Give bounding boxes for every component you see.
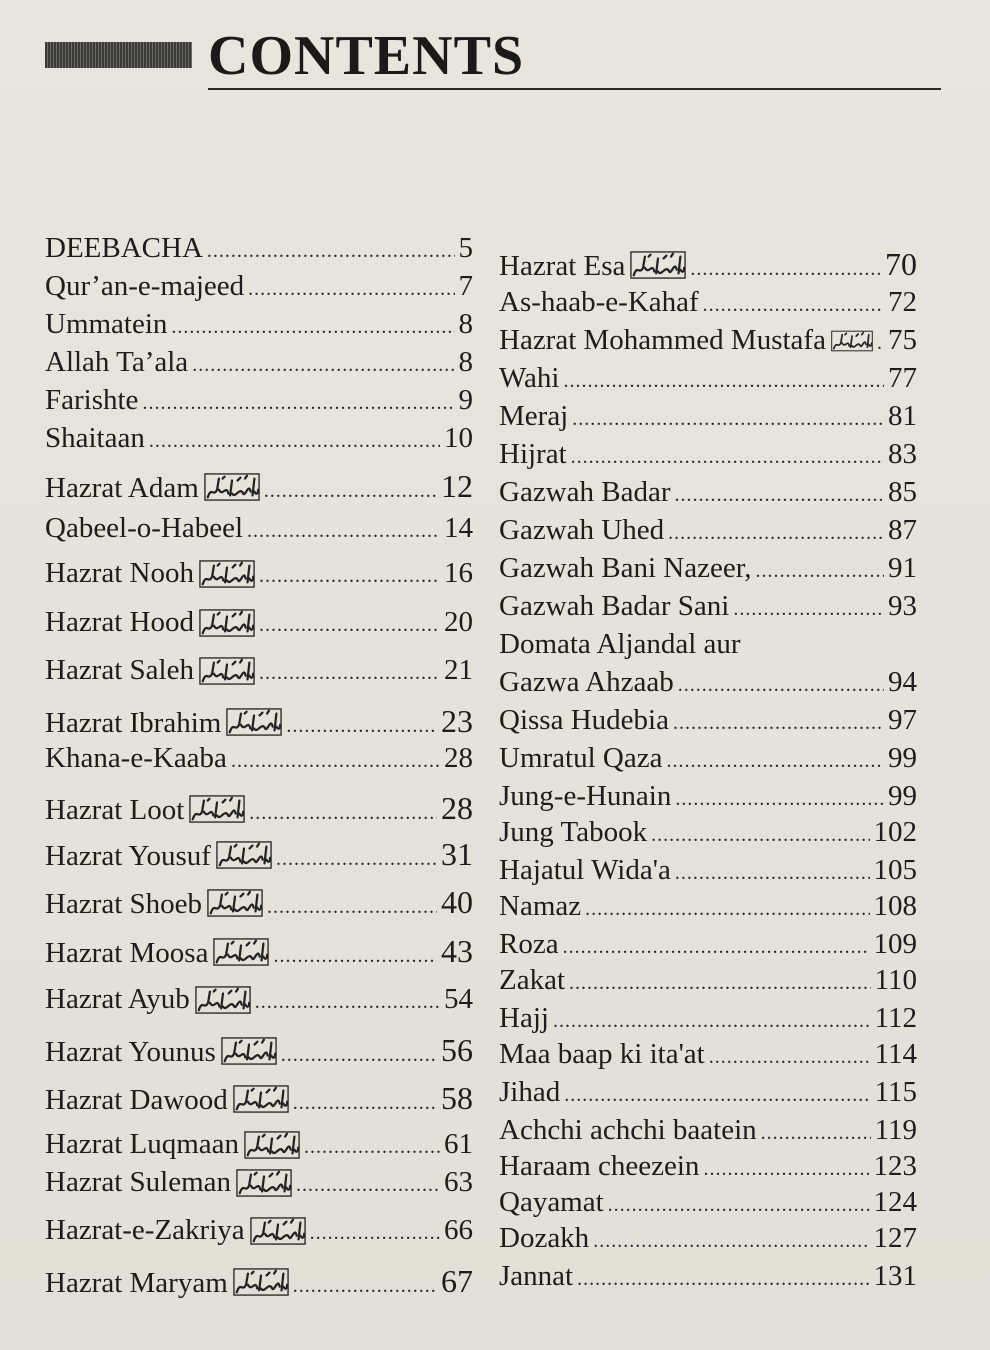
toc-entry-title: Hazrat Luqmaan bbox=[45, 1128, 240, 1160]
toc-page-number: 12 bbox=[441, 468, 473, 504]
dot-leader bbox=[668, 522, 884, 545]
dot-leader bbox=[553, 1010, 871, 1033]
dot-leader bbox=[571, 446, 884, 469]
toc-entry bbox=[499, 286, 917, 319]
toc-page-number: 16 bbox=[444, 557, 473, 589]
toc-entry-title: As-haab-e-Kahaf bbox=[499, 286, 699, 318]
dot-leader bbox=[149, 430, 440, 453]
toc-entry-title: Hazrat Maryam bbox=[45, 1267, 228, 1299]
toc-entry-title: Hazrat Loot bbox=[45, 794, 185, 826]
toc-entry-title: Gazwa Ahzaab bbox=[499, 666, 674, 698]
toc-entry bbox=[45, 557, 473, 590]
dot-leader bbox=[690, 258, 881, 281]
toc-entry bbox=[499, 780, 917, 813]
toc-entry bbox=[45, 422, 473, 455]
toc-entry-title: Gazwah Badar Sani bbox=[499, 590, 730, 622]
honorific-calligraphy-icon bbox=[189, 794, 245, 824]
toc-page-number: 28 bbox=[441, 790, 473, 826]
toc-entry bbox=[499, 854, 917, 887]
dot-leader bbox=[248, 278, 454, 301]
toc-page-number: 99 bbox=[888, 780, 917, 812]
toc-page-number: 8 bbox=[458, 308, 473, 340]
dot-leader bbox=[585, 898, 869, 921]
toc-entry bbox=[499, 400, 917, 433]
toc-entry-title: Jihad bbox=[499, 1076, 561, 1108]
toc-page-number: 94 bbox=[888, 666, 917, 698]
toc-page-number: 23 bbox=[441, 703, 473, 739]
toc-page-number: 66 bbox=[444, 1214, 473, 1246]
dot-leader bbox=[255, 991, 440, 1014]
dot-leader bbox=[651, 824, 869, 847]
toc-entry bbox=[45, 1080, 473, 1117]
toc-entry bbox=[499, 1150, 917, 1183]
toc-page-number: 102 bbox=[873, 816, 917, 848]
toc-entry-title: Qabeel-o-Habeel bbox=[45, 512, 244, 544]
page-title: CONTENTS bbox=[208, 25, 525, 87]
honorific-calligraphy-icon bbox=[226, 707, 282, 737]
toc-page-number: 28 bbox=[444, 742, 473, 774]
toc-entry-title: Gazwah Badar bbox=[499, 476, 671, 508]
toc-page-number: 31 bbox=[441, 836, 473, 872]
toc-entry bbox=[45, 270, 473, 303]
toc-page-number: 54 bbox=[444, 983, 473, 1015]
toc-page-number: 87 bbox=[888, 514, 917, 546]
honorific-calligraphy-icon bbox=[233, 1267, 289, 1297]
dot-leader bbox=[593, 1230, 869, 1253]
toc-page-number: 61 bbox=[444, 1128, 473, 1160]
toc-entry bbox=[45, 1263, 473, 1300]
toc-entry bbox=[499, 1186, 917, 1219]
dot-leader bbox=[675, 788, 884, 811]
toc-entry-title: Hazrat Moosa bbox=[45, 937, 209, 969]
toc-page-number: 91 bbox=[888, 552, 917, 584]
toc-entry bbox=[499, 1076, 917, 1109]
dot-leader bbox=[877, 332, 884, 355]
dot-leader bbox=[231, 750, 440, 773]
toc-page-number: 9 bbox=[458, 384, 473, 416]
toc-entry-title: Hazrat Esa bbox=[499, 250, 626, 282]
toc-entry bbox=[45, 308, 473, 341]
dot-leader bbox=[293, 1275, 437, 1298]
honorific-calligraphy-icon bbox=[216, 840, 272, 870]
honorific-calligraphy-icon bbox=[244, 1130, 300, 1160]
toc-entry-title: Hazrat Adam bbox=[45, 472, 199, 504]
honorific-calligraphy-icon bbox=[250, 1216, 306, 1246]
dot-leader bbox=[703, 1158, 869, 1181]
honorific-calligraphy-icon bbox=[630, 250, 686, 280]
dot-leader bbox=[755, 560, 884, 583]
toc-entry-title: Hajj bbox=[499, 1002, 549, 1034]
honorific-calligraphy-icon bbox=[236, 1168, 292, 1198]
dot-leader bbox=[572, 408, 884, 431]
toc-entry-title: Farishte bbox=[45, 384, 139, 416]
dot-leader bbox=[171, 316, 454, 339]
honorific-calligraphy-icon bbox=[199, 656, 255, 686]
toc-entry-title: Dozakh bbox=[499, 1222, 590, 1254]
toc-page-number: 119 bbox=[874, 1114, 917, 1146]
toc-page-number: 14 bbox=[444, 512, 473, 544]
toc-entry bbox=[45, 884, 473, 921]
toc-page-number: 58 bbox=[441, 1080, 473, 1116]
dot-leader bbox=[259, 614, 440, 637]
toc-entry bbox=[499, 628, 917, 661]
dot-leader bbox=[267, 896, 437, 919]
toc-entry-title: Hazrat Younus bbox=[45, 1036, 216, 1068]
toc-entry bbox=[45, 1128, 473, 1161]
toc-entry bbox=[499, 362, 917, 395]
toc-page-number: 131 bbox=[873, 1260, 917, 1292]
toc-entry bbox=[499, 438, 917, 471]
honorific-calligraphy-icon bbox=[199, 608, 255, 638]
toc-entry-title: Namaz bbox=[499, 890, 582, 922]
honorific-calligraphy-icon bbox=[207, 888, 263, 918]
dot-leader bbox=[142, 392, 454, 415]
toc-entry bbox=[45, 346, 473, 379]
toc-entry-title: Maa baap ki ita'at bbox=[499, 1038, 705, 1070]
toc-entry-title: Hazrat Suleman bbox=[45, 1166, 232, 1198]
toc-entry bbox=[499, 1114, 917, 1147]
toc-entry-title: Gazwah Bani Nazeer, bbox=[499, 552, 752, 584]
toc-page-number: 40 bbox=[441, 884, 473, 920]
toc-entry-title: Hazrat Hood bbox=[45, 606, 194, 638]
toc-entry-title: Hazrat Nooh bbox=[45, 557, 194, 589]
toc-page-number: 75 bbox=[888, 324, 917, 356]
toc-entry bbox=[45, 933, 473, 970]
header-bar-decoration bbox=[45, 42, 192, 68]
honorific-calligraphy-icon bbox=[195, 985, 251, 1015]
toc-entry bbox=[499, 1038, 917, 1071]
honorific-calligraphy-icon bbox=[204, 472, 260, 502]
toc-page-number: 93 bbox=[888, 590, 917, 622]
toc-page-number: 105 bbox=[873, 854, 917, 886]
toc-entry bbox=[499, 1260, 917, 1293]
toc-page-number: 99 bbox=[888, 742, 917, 774]
dot-leader bbox=[563, 936, 870, 959]
dot-leader bbox=[709, 1046, 871, 1069]
dot-leader bbox=[296, 1174, 440, 1197]
dot-leader bbox=[273, 945, 437, 968]
toc-page-number: 97 bbox=[888, 704, 917, 736]
dot-leader bbox=[563, 370, 884, 393]
dot-leader bbox=[675, 484, 885, 507]
dot-leader bbox=[310, 1222, 440, 1245]
toc-page-number: 67 bbox=[441, 1263, 473, 1299]
toc-entry bbox=[499, 590, 917, 623]
toc-entry bbox=[499, 704, 917, 737]
dot-leader bbox=[666, 750, 884, 773]
toc-page-number: 5 bbox=[458, 232, 473, 264]
toc-page-number: 109 bbox=[873, 928, 917, 960]
toc-entry-title: Hazrat Shoeb bbox=[45, 888, 203, 920]
toc-entry-title: Shaitaan bbox=[45, 422, 145, 454]
toc-entry-title: Zakat bbox=[499, 964, 566, 996]
toc-entry bbox=[499, 816, 917, 849]
toc-entry-title: Hazrat Ibrahim bbox=[45, 707, 222, 739]
toc-entry-title: Hazrat-e-Zakriya bbox=[45, 1214, 245, 1246]
toc-entry bbox=[499, 552, 917, 585]
toc-entry-title: Hazrat Saleh bbox=[45, 654, 194, 686]
toc-entry-title: Qayamat bbox=[499, 1186, 604, 1218]
toc-entry-title: Domata Aljandal aur bbox=[499, 628, 741, 660]
dot-leader bbox=[673, 712, 884, 735]
toc-entry bbox=[45, 742, 473, 775]
toc-entry-title: Hazrat Mohammed Mustafa bbox=[499, 324, 826, 356]
toc-entry-title: Jung-e-Hunain bbox=[499, 780, 672, 812]
dot-leader bbox=[675, 862, 870, 885]
dot-leader bbox=[703, 294, 884, 317]
toc-entry-title: Ummatein bbox=[45, 308, 168, 340]
honorific-calligraphy-icon bbox=[221, 1036, 277, 1066]
toc-entry bbox=[499, 928, 917, 961]
dot-leader bbox=[293, 1092, 437, 1115]
toc-entry bbox=[45, 654, 473, 687]
toc-page-number: 21 bbox=[444, 654, 473, 686]
toc-entry-title: Haraam cheezein bbox=[499, 1150, 700, 1182]
toc-page-number: 77 bbox=[888, 362, 917, 394]
toc-entry bbox=[499, 514, 917, 547]
toc-page-number: 123 bbox=[873, 1150, 917, 1182]
toc-page-number: 115 bbox=[874, 1076, 917, 1108]
toc-entry-title: Hazrat Ayub bbox=[45, 983, 190, 1015]
toc-entry bbox=[45, 232, 473, 265]
dot-leader bbox=[577, 1268, 869, 1291]
dot-leader bbox=[304, 1136, 440, 1159]
toc-entry-title: Qur’an-e-majeed bbox=[45, 270, 245, 302]
dot-leader bbox=[259, 662, 440, 685]
toc-entry bbox=[45, 384, 473, 417]
toc-entry-title: Hazrat Yousuf bbox=[45, 840, 211, 872]
toc-entry bbox=[499, 742, 917, 775]
toc-entry bbox=[499, 324, 917, 357]
toc-entry bbox=[45, 790, 473, 827]
dot-leader bbox=[264, 480, 437, 503]
toc-entry bbox=[499, 476, 917, 509]
dot-leader bbox=[608, 1194, 870, 1217]
toc-entry bbox=[45, 703, 473, 740]
toc-page-number: 85 bbox=[888, 476, 917, 508]
toc-page-number: 83 bbox=[888, 438, 917, 470]
toc-page-number: 127 bbox=[873, 1222, 917, 1254]
toc-entry-title: Qissa Hudebia bbox=[499, 704, 669, 736]
header-rule bbox=[208, 88, 941, 90]
toc-entry bbox=[45, 836, 473, 873]
toc-entry bbox=[45, 1032, 473, 1069]
toc-entry bbox=[45, 512, 473, 545]
toc-entry-title: Achchi achchi baatein bbox=[499, 1114, 757, 1146]
toc-page-number: 114 bbox=[874, 1038, 917, 1070]
toc-page-number: 56 bbox=[441, 1032, 473, 1068]
toc-entry bbox=[45, 1214, 473, 1247]
toc-entry-title: Gazwah Uhed bbox=[499, 514, 665, 546]
toc-page-number: 112 bbox=[874, 1002, 917, 1034]
toc-entry bbox=[499, 964, 917, 997]
toc-entry-title: Wahi bbox=[499, 362, 560, 394]
toc-entry bbox=[499, 1222, 917, 1255]
dot-leader bbox=[249, 802, 437, 825]
dot-leader bbox=[259, 565, 440, 588]
dot-leader bbox=[678, 674, 884, 697]
toc-page-number: 20 bbox=[444, 606, 473, 638]
toc-page-number: 110 bbox=[874, 964, 917, 996]
toc-page-number: 124 bbox=[873, 1186, 917, 1218]
toc-page-number: 72 bbox=[888, 286, 917, 318]
toc-entry-title: DEEBACHA bbox=[45, 232, 203, 264]
toc-entry-title: Khana-e-Kaaba bbox=[45, 742, 227, 774]
honorific-calligraphy-icon bbox=[831, 326, 873, 356]
toc-entry bbox=[499, 666, 917, 699]
toc-page-number: 70 bbox=[885, 246, 917, 282]
dot-leader bbox=[247, 520, 440, 543]
toc-entry-title: Hazrat Dawood bbox=[45, 1084, 228, 1116]
honorific-calligraphy-icon bbox=[233, 1084, 289, 1114]
toc-entry-title: Meraj bbox=[499, 400, 569, 432]
toc-entry bbox=[499, 890, 917, 923]
toc-entry-title: Hijrat bbox=[499, 438, 567, 470]
toc-page-number: 108 bbox=[873, 890, 917, 922]
toc-page-number: 63 bbox=[444, 1166, 473, 1198]
toc-page-number: 10 bbox=[444, 422, 473, 454]
dot-leader bbox=[761, 1122, 871, 1145]
toc-entry bbox=[45, 983, 473, 1016]
toc-page-number: 43 bbox=[441, 933, 473, 969]
dot-leader bbox=[564, 1084, 870, 1107]
dot-leader bbox=[733, 598, 884, 621]
toc-entry bbox=[45, 468, 473, 505]
toc-entry bbox=[45, 1166, 473, 1199]
toc-entry-title: Jung Tabook bbox=[499, 816, 648, 848]
toc-page-number: 8 bbox=[458, 346, 473, 378]
dot-leader bbox=[569, 972, 871, 995]
toc-entry-title: Roza bbox=[499, 928, 559, 960]
toc-entry bbox=[499, 1002, 917, 1035]
honorific-calligraphy-icon bbox=[213, 937, 269, 967]
dot-leader bbox=[281, 1044, 437, 1067]
dot-leader bbox=[286, 715, 437, 738]
toc-page-number: 7 bbox=[458, 270, 473, 302]
toc-page-number: 81 bbox=[888, 400, 917, 432]
honorific-calligraphy-icon bbox=[199, 559, 255, 589]
toc-entry-title: Jannat bbox=[499, 1260, 574, 1292]
toc-entry bbox=[45, 606, 473, 639]
toc-entry-title: Umratul Qaza bbox=[499, 742, 663, 774]
dot-leader bbox=[207, 240, 455, 263]
toc-entry-title: Allah Ta’ala bbox=[45, 346, 189, 378]
dot-leader bbox=[192, 354, 454, 377]
toc-entry-title: Hajatul Wida'a bbox=[499, 854, 671, 886]
toc-entry bbox=[499, 246, 917, 283]
dot-leader bbox=[276, 848, 437, 871]
